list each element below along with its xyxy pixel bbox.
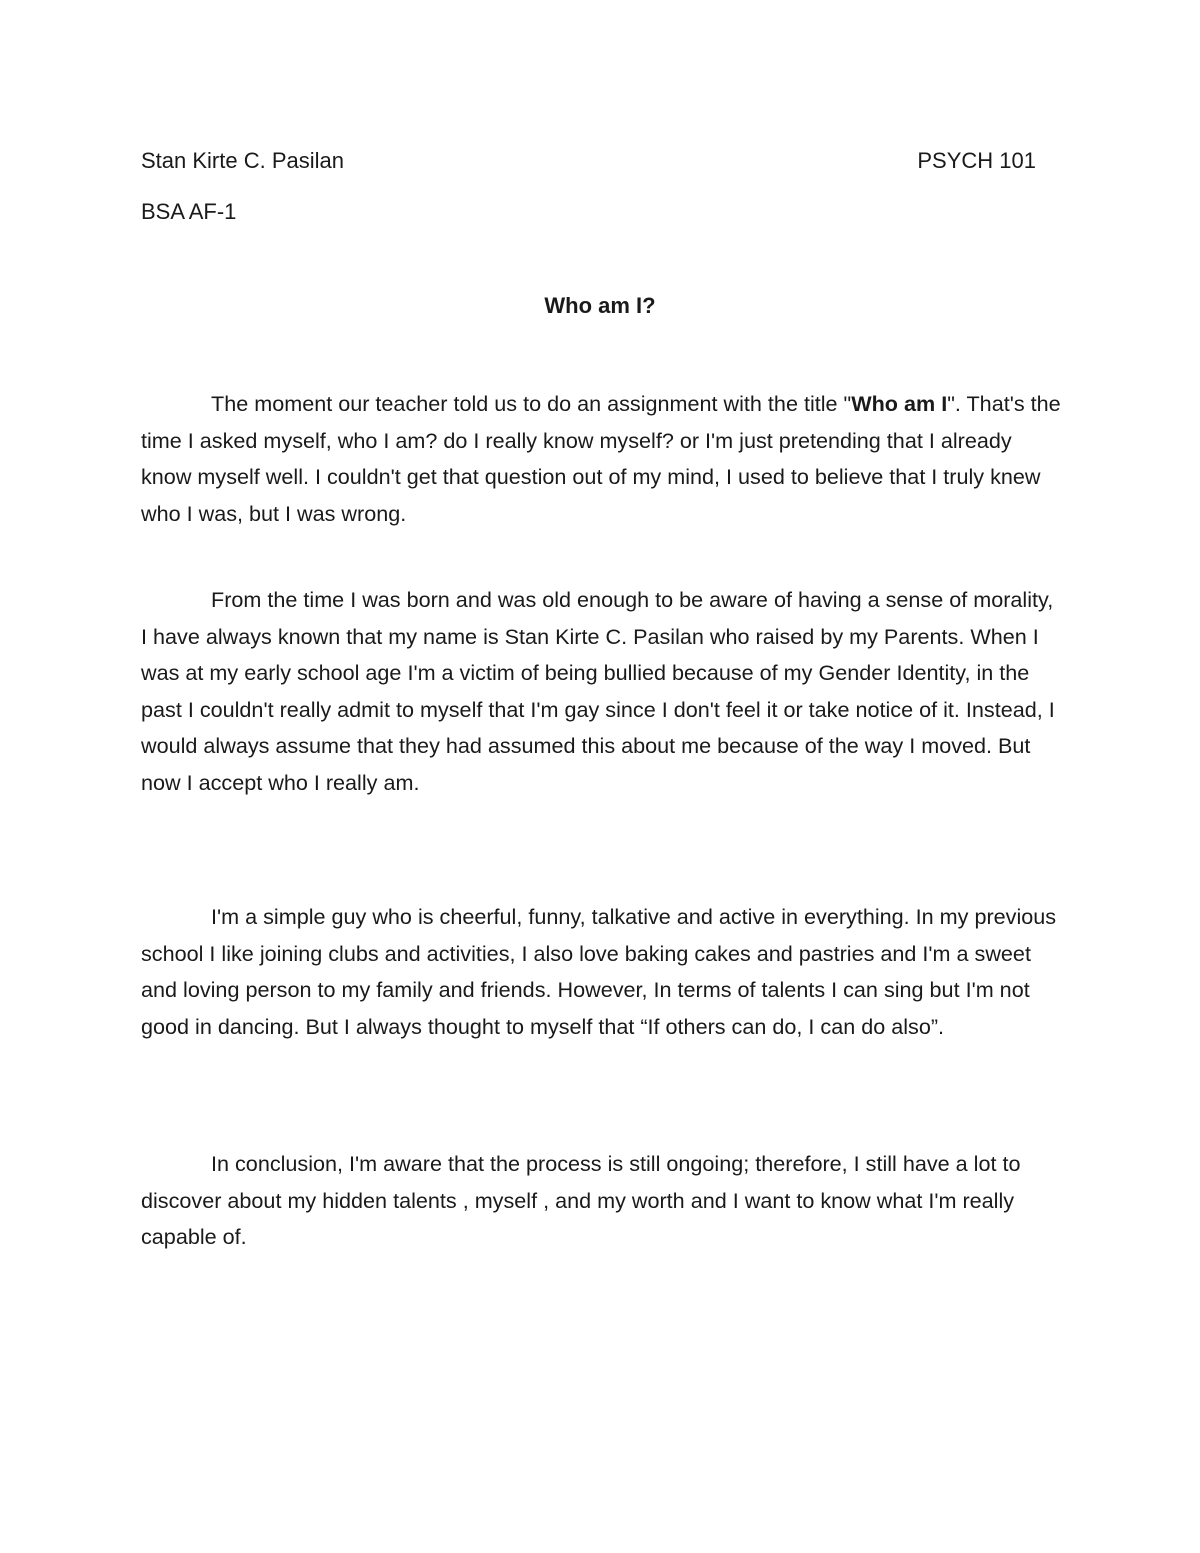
paragraph-intro [141, 386, 1061, 532]
student-name: Stan Kirte C. Pasilan [141, 148, 344, 173]
section-label: BSA AF-1 [141, 199, 237, 224]
course-code: PSYCH 101 [917, 148, 1036, 173]
paragraph-intro-bold-title: Who am I [851, 391, 948, 416]
paragraph-intro-text-a: The moment our teacher told us to do an assignment with the title " [211, 391, 852, 416]
paragraph-intro-text-b: ". That's the time I asked myself, who I am? do I really know myself? or I'm just pretending that I already know myself well. I couldn't get that question out of my mind, I used to believe that I truly knew who I was, but I was wrong. [141, 391, 1061, 526]
paragraph-conclusion: In conclusion, I'm aware that the process is still ongoing; therefore, I still have a lot to discover about my hidden talents , myself , and my worth and I want to know what I'm really capable of. [141, 1151, 1021, 1250]
paragraph-background: From the time I was born and was old enough to be aware of having a sense of morality, I have always known that my name is Stan Kirte C. Pasilan who raised by my Parents. When I was at my early school age I'm a victim of being bullied because of my Gender Identity, in the past I couldn't really admit to myself that I'm gay since I don't feel it or take notice of it. Instead, I would always assume that they had assumed this about me because of the way I moved. But now I accept who I really am. [141, 587, 1055, 795]
paragraph-personality: I'm a simple guy who is cheerful, funny, talkative and active in everything. In my previous school I like joining clubs and activities, I also love baking cakes and pastries and I'm a sweet and loving person to my family and friends. However, In terms of talents I can sing but I'm not good in dancing. But I always thought to myself that “If others can do, I can do also”. [141, 904, 1057, 1039]
document-title: Who am I? [544, 293, 656, 318]
